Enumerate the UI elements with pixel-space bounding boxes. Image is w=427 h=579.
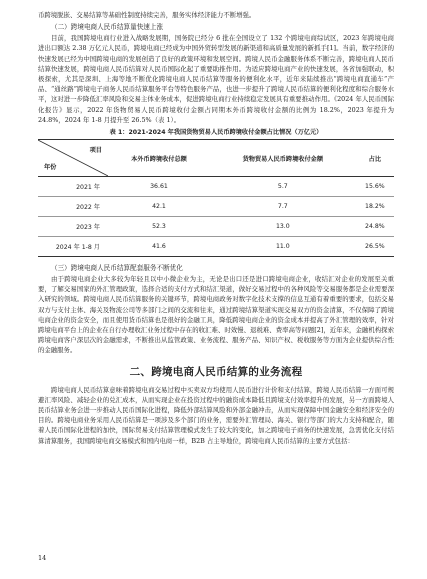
page-number: 14 [38, 554, 47, 562]
section-paragraph-3: 由于跨境电商企业大多较为年轻且以中小微企业为主，无论是出口还是进口跨境电商企业，收结汇对企业的发展至关重要，了解交易国家的外汇管理政策，选择合适的支付方式和结汇渠道，做好交易过程中的各种风险等交易服务都是企业需要深入研究的领域。跨境电商人民币结算服务的关键环节，跨境电商政务对数字化技术支撑的信息互通有着重要的要求，包括交易双方与支付主体、海关及物流公司等多部门之间的交流和往来，通过跨境结算渠道实现交易双方的资金清算，不仅保障了跨境电商企业的资金安全，而且使用货币结算也是很好的金融工具，降低跨境电商企业的资金成本并提高了外汇管理的效率，针对跨境电商平台上的企业在自行办理收汇业务过程中存在的收汇难、时效慢、退税难、费率高等问题[2]，近年来，金融机构探索跨境电商客户深层次的金融需求，不断推出从监管政策、业务流程、服务产品、知识产权、税收服务等方面为企业提供综合性的金融服务。 [38, 275, 394, 355]
table-cell: 11.0 [210, 237, 356, 257]
table-cell-year: 2023 年 [38, 217, 108, 237]
table-cell-year: 2024 年 1-8 月 [38, 237, 108, 257]
column-header: 占比 [356, 140, 394, 177]
table-row [38, 217, 394, 237]
section-paragraph-2: 目前，我国跨境电商行业进入战略发展期，国务院已经分 6 批在全国设立了 132 个跨境电商综试区，2023 年跨境电商进出口额达 2.38 万亿元人民币，跨境电商已经成为中国外贸转型发展的新渠道和高质量发展的新抓手[1]。当前，数字经济的快速发展已经为中国跨境电商的发展创造了良好的政策环境和发展空间。跨境人民币金融服务体系不断完善，跨境电商人民币结算快速发展，跨境电商人民币结算对人民币国际化起了重要助推作用。为适应跨境电商产业的快速发展，各省加强联动，积极探索，尤其是深圳、上海等地不断优化跨境电商人民币结算等服务的便利化水平，近年来陆续推出“跨境电商直通车”产品、“通丝路”跨境电子商务人民币结算服务平台等特色服务产品，也进一步提升了跨境人民币结算的便利化程度和综合服务水平，这对进一步降低汇率风险和交易主体业务成本，促进跨境电商行业持续稳定发展具有重要推动作用。《2024 年人民币国际化报告》显示，2022 年货物贸易人民币跨境收付金额占同期本外币跨境收付金额的比例为 18.2%，2023 年提升为 24.8%，2024 年 1-8 月提升至 26.5%（表 1）。 [38, 34, 394, 124]
table-cell: 7.7 [210, 197, 356, 217]
table-row [38, 197, 394, 217]
corner-label-item: 项目 [89, 147, 102, 155]
table-cell-year: 2022 年 [38, 197, 108, 217]
column-header: 货物贸易人民币跨境收付金额 [210, 140, 356, 177]
intro-paragraph: 币跨境脱嵌、交易结算等基础性制度持续完善，服务实体经济能力不断增强。 [38, 11, 256, 19]
table-cell: 42.1 [108, 197, 210, 217]
chapter-paragraph: 跨境电商人民币结算意味着跨境电商交易过程中买卖双方均使用人民币进行计价和支付结算，跨境人民币结算一方面可规避汇率风险、减轻企业的兑汇成本，从而实现企业在投资过程中的融资成本降低且跨境支付效率提升的发展，另一方面跨境人民币结算业务会进一步推动人民币国际化进程，降低外部结算风险和外部金融冲击，从而实现保障中国金融安全和经济安全的目的。跨境电商业务采用人民币结算是一项涉及多个部门的业务，需要外汇管理局、海关、银行等部门的大力支持和配合，随着人民币国际化进程的加快，国际贸易支付结算管理模式发生了较大的变化，加之跨境电子商务的快速发展，急需优化支付结算清算服务，我国跨境电商交易模式和国内电商一样，B2B 占主导地位，跨境电商人民币结算的主要方式包括： [38, 385, 394, 445]
table-corner-header [38, 140, 108, 177]
table-cell: 15.6% [356, 177, 394, 197]
corner-label-year: 年份 [44, 164, 57, 172]
table-caption: 表 1：2021-2024 年我国货物贸易人民币跨境收付金额占比情况（万亿元） [109, 129, 323, 137]
table-cell: 24.8% [356, 217, 394, 237]
table-cell: 52.3 [108, 217, 210, 237]
table-cell: 18.2% [356, 197, 394, 217]
table-cell: 41.6 [108, 237, 210, 257]
table-row [38, 237, 394, 257]
document-page [38, 10, 394, 446]
table-cell: 36.61 [108, 177, 210, 197]
table-cell: 13.0 [210, 217, 356, 237]
data-table [38, 139, 394, 257]
section-heading-3: （三）跨境电商人民币结算配套服务不断优化 [51, 264, 183, 273]
table-cell: 26.5% [356, 237, 394, 257]
chapter-heading: 二、跨境电商人民币结算的业务流程 [129, 365, 303, 378]
table-row [38, 177, 394, 197]
table-cell: 5.7 [210, 177, 356, 197]
section-heading-2: （二）跨境电商人民币结算量快速上涨 [51, 23, 164, 32]
column-header: 本外币跨境收付总额 [108, 140, 210, 177]
table-cell-year: 2021 年 [38, 177, 108, 197]
